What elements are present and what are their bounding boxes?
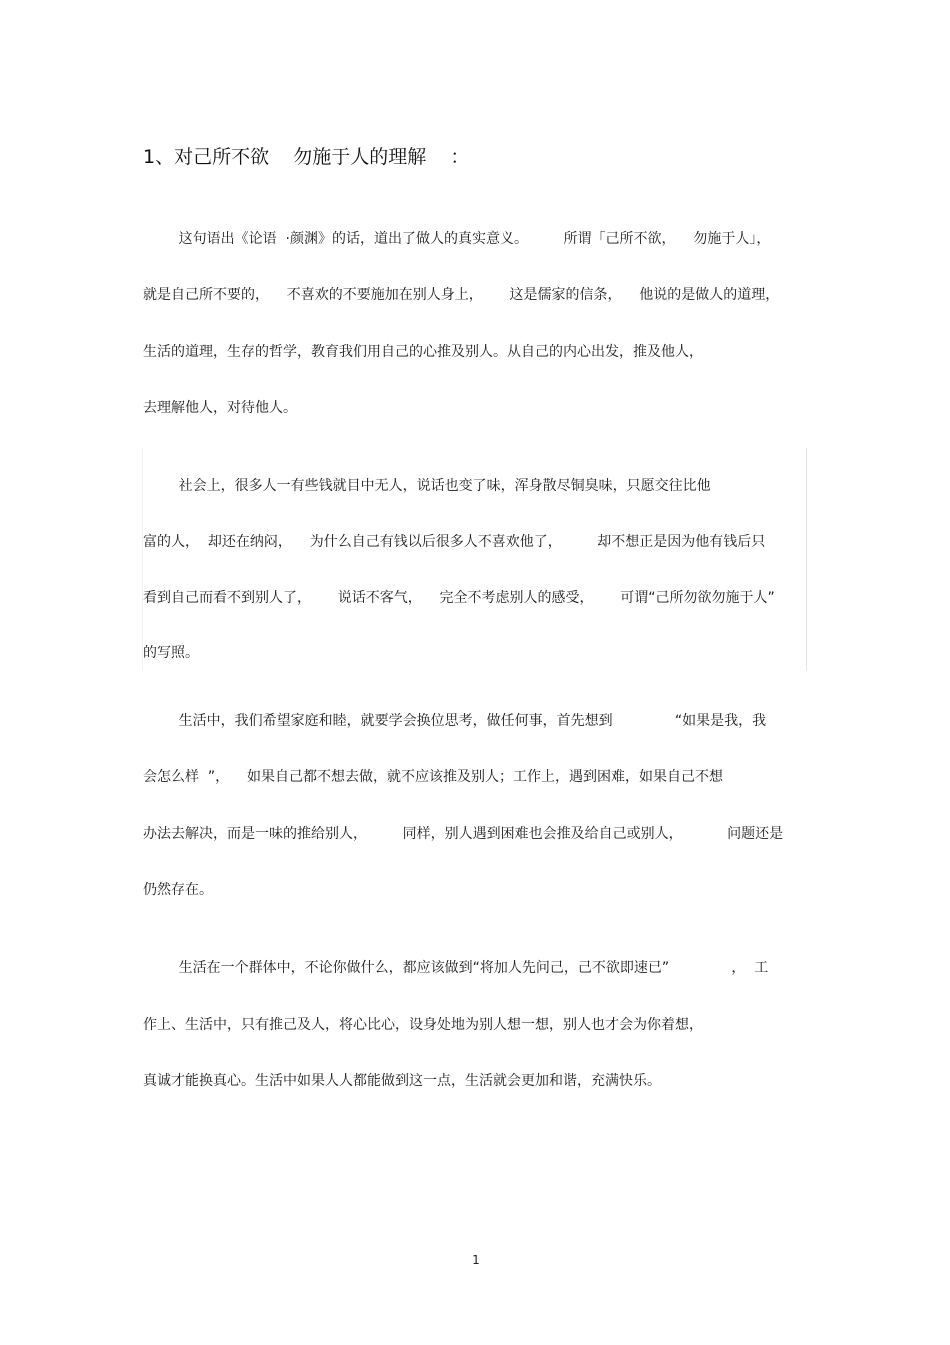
paragraph-3-line-2: 会怎么样 ”， 如果自己都不想去做，就不应该推及别人；工作上，遇到困难，如果自己不想 [143,769,723,785]
paragraph-3-line-3: 办法去解决，而是一味的推给别人， 同样，别人遇到困难也会推及给自己或别人， 问题还是 [143,826,784,842]
paragraph-1-line-1: 这句语出《论语 ·颜渊》的话，道出了做人的真实意义。 所谓「己所不欲， 勿施于人」， [143,231,771,247]
paragraph-1-line-3: 生活的道理，生存的哲学，教育我们用自己的心推及别人。从自己的内心出发，推及他人， [143,344,703,360]
paragraph-3-line-4: 仍然存在。 [143,882,213,898]
paragraph-2-line-3: 看到自己而看不到别人了， 说话不客气， 完全不考虑别人的感受， 可谓“己所勿欲勿施于人” [143,590,775,606]
page-number: 1 [472,1253,480,1267]
paragraph-2-line-1: 社会上，很多人一有些钱就目中无人，说话也变了味，浑身散尽铜臭味，只愿交往比他 [143,478,711,494]
paragraph-2-line-2: 富的人， 却还在纳闷， 为什么自己有钱以后很多人不喜欢他了， 却不想正是因为他有钱后只 [143,534,766,550]
paragraph-4-line-3: 真诚才能换真心。生活中如果人人都能做到这一点，生活就会更加和谐，充满快乐。 [143,1073,661,1089]
paragraph-3-line-1: 生活中，我们希望家庭和睦，就要学会换位思考，做任何事，首先想到 “如果是我，我 [143,713,767,729]
section-heading: 1、对己所不欲 勿施于人的理解 ： [143,146,470,168]
paragraph-4-line-2: 作上、生活中，只有推己及人，将心比心，设身处地为别人想一想，别人也才会为你着想， [143,1017,703,1033]
paragraph-4-line-1: 生活在一个群体中，不论你做什么，都应该做到“将加人先问己，己不欲即速已” ， 工 [143,960,769,976]
paragraph-1-line-4: 去理解他人，对待他人。 [143,400,297,416]
paragraph-2-line-4: 的写照。 [143,645,199,661]
paragraph-1-line-2: 就是自己所不要的， 不喜欢的不要施加在别人身上， 这是儒家的信条， 他说的是做人的道理， [143,287,780,303]
paragraph-2-right-rule [806,448,807,670]
